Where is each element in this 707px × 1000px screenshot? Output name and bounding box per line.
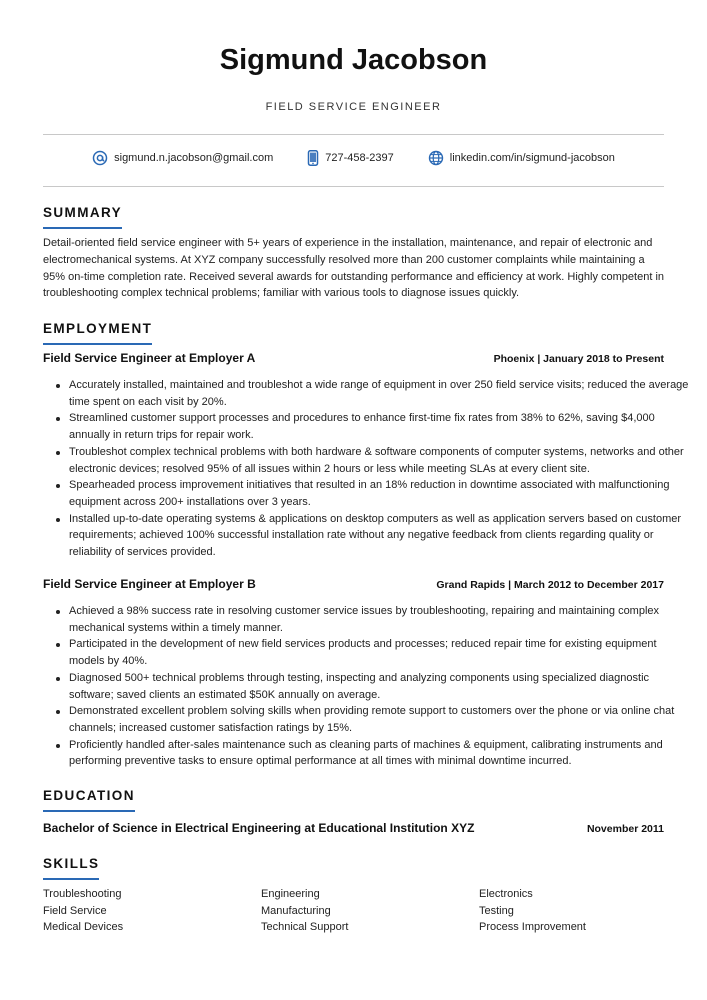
list-item: Demonstrated excellent problem solving skills when providing remote support to customers over the phone or via online chat channels; increased customer satisfaction ratings by 15%. bbox=[69, 703, 691, 736]
contact-phone[interactable] bbox=[307, 150, 394, 166]
linkedin-text: linkedin.com/in/sigmund-jacobson bbox=[449, 152, 615, 164]
list-item: Diagnosed 500+ technical problems through testing, inspecting and analyzing components using specialized diagnostic software; saved clients an estimated $50K annually on average. bbox=[69, 670, 691, 703]
skill-item: Medical Devices bbox=[43, 921, 124, 934]
skill-item: Manufacturing bbox=[261, 904, 331, 917]
job-title: FIELD SERVICE ENGINEER bbox=[265, 101, 442, 113]
skills-heading: SKILLS bbox=[43, 856, 100, 871]
job-role: Field Service Engineer at Employer B bbox=[43, 577, 256, 591]
summary-heading: SUMMARY bbox=[43, 205, 123, 220]
job-header-a bbox=[43, 351, 664, 365]
job-meta: Phoenix | January 2018 to Present bbox=[493, 353, 664, 365]
job-a-bullets bbox=[43, 377, 691, 561]
job-role: Field Service Engineer at Employer A bbox=[43, 351, 256, 365]
job-meta: Grand Rapids | March 2012 to December 2017 bbox=[436, 579, 664, 591]
contact-email[interactable] bbox=[92, 150, 273, 166]
skill-item: Troubleshooting bbox=[43, 888, 122, 900]
phone-text: 727-458-2397 bbox=[325, 152, 394, 164]
employment-heading: EMPLOYMENT bbox=[43, 321, 153, 336]
list-item: Accurately installed, maintained and troubleshot a wide range of equipment in over 250 field service visits; reduced the average time spent on each visit by 20%. bbox=[69, 377, 691, 410]
list-item: Proficiently handled after-sales maintenance such as cleaning parts of machines & equipment, calibrating instruments and performing preventive tasks to ensure optimal performance at all times with minimal downtime incurred. bbox=[69, 737, 691, 770]
list-item: Participated in the development of new field services products and processes; reduced repair time for existing equipment models by 40%. bbox=[69, 636, 691, 669]
skill-item: Testing bbox=[479, 904, 514, 917]
candidate-name: Sigmund Jacobson bbox=[219, 44, 488, 76]
skill-item: Electronics bbox=[479, 888, 533, 900]
list-item: Achieved a 98% success rate in resolving customer service issues by troubleshooting, repairing and maintaining complex mechanical systems within a timely manner. bbox=[69, 603, 691, 636]
degree: Bachelor of Science in Electrical Engineering at Educational Institution XYZ bbox=[43, 821, 475, 835]
education-date: November 2011 bbox=[586, 823, 664, 835]
skills-grid bbox=[43, 886, 697, 936]
skill-item: Technical Support bbox=[261, 921, 349, 934]
skill-item: Engineering bbox=[261, 888, 320, 900]
education-row bbox=[43, 821, 664, 835]
list-item: Installed up-to-date operating systems & applications on desktop computers as well as application servers based on customer requirements; achieved 100% successful installation rate without any negative feedback from clients regarding quality or reliability of services provided. bbox=[69, 511, 691, 561]
job-header-b bbox=[43, 577, 664, 591]
globe-icon bbox=[428, 150, 444, 166]
phone-icon bbox=[307, 150, 319, 166]
list-item: Streamlined customer support processes and procedures to enhance first-time fix rates from 38% to 62%, saving $4,000 annually in return trips for repair work. bbox=[69, 410, 691, 443]
contact-linkedin[interactable] bbox=[428, 150, 615, 166]
email-text: sigmund.n.jacobson@gmail.com bbox=[114, 152, 274, 164]
divider-bottom bbox=[43, 186, 664, 187]
skill-item: Field Service bbox=[43, 904, 107, 917]
at-sign-icon bbox=[92, 150, 108, 166]
divider-top bbox=[43, 134, 664, 135]
list-item: Spearheaded process improvement initiatives that resulted in an 18% reduction in downtime associated with malfunctioning equipment across 200+ installations over 3 years. bbox=[69, 477, 691, 510]
education-heading: EDUCATION bbox=[43, 788, 135, 803]
summary-text: Detail-oriented field service engineer with 5+ years of experience in the installation, maintenance, and repair of electronic and electromechanical systems. At XYZ company successfully resolved more than 200 customer complaints while maintaining a 95% on-time completion rate. Received several awards for outstanding performance and efficiency at work. Highly competent in troubleshooting complex technical problems; familiar with various tools to diagnose issues quickly. bbox=[43, 237, 665, 300]
skill-item: Process Improvement bbox=[479, 921, 586, 934]
contact-bar bbox=[43, 150, 664, 166]
list-item: Troubleshot complex technical problems with both hardware & software components of computer systems, networks and other electronic devices; resolved 95% of all issues within 2 hours or less while meeting SLAs at every client site. bbox=[69, 444, 691, 477]
job-b-bullets bbox=[43, 603, 691, 770]
